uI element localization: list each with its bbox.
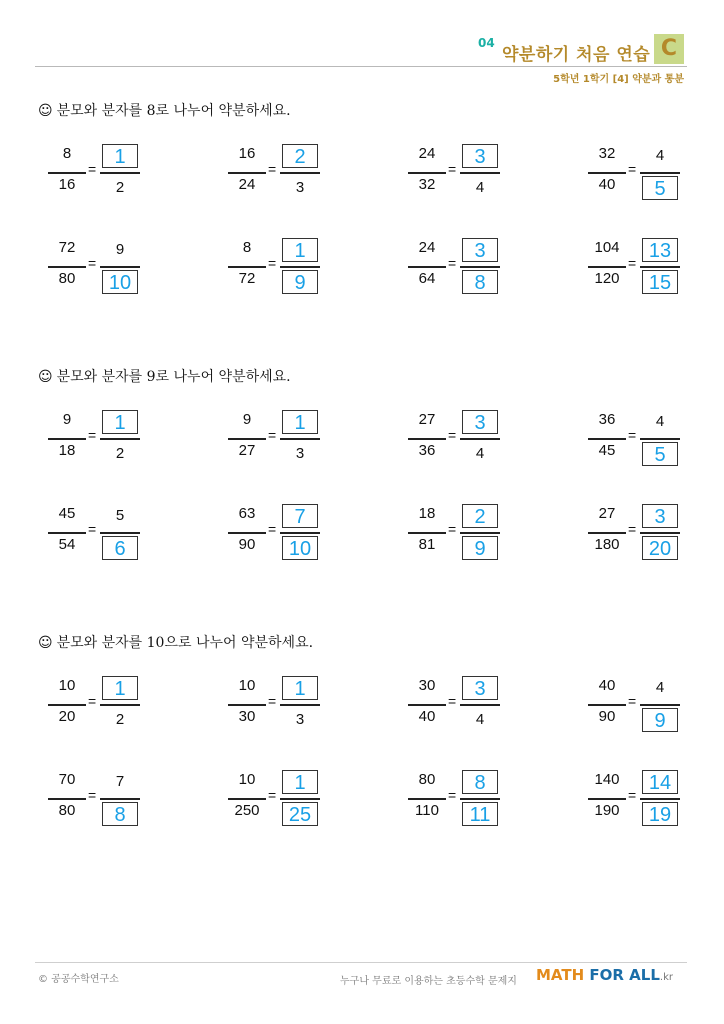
- fraction-bar: [228, 172, 266, 174]
- given-fraction: [408, 674, 446, 736]
- equals-sign: =: [448, 521, 457, 537]
- fraction-bar: [48, 704, 86, 706]
- answer-fraction: [460, 768, 500, 830]
- smiley-icon: ☺: [38, 635, 53, 651]
- answer-denominator-box[interactable]: 10: [102, 270, 138, 294]
- footer-copyright: © 공공수학연구소: [38, 974, 119, 985]
- denominator: 81: [418, 536, 436, 553]
- denominator: 40: [598, 176, 616, 193]
- fraction-bar: [408, 532, 446, 534]
- answer-numerator-box[interactable]: 3: [462, 676, 498, 700]
- answer-fraction: [100, 142, 140, 204]
- footer-divider: [35, 962, 687, 963]
- answer-fraction: [640, 142, 680, 204]
- answer-numerator-box[interactable]: 1: [102, 410, 138, 434]
- given-fraction: [588, 674, 626, 736]
- fraction-bar: [588, 798, 626, 800]
- answer-numerator-box[interactable]: 7: [282, 504, 318, 528]
- answer-numerator: 4: [655, 679, 665, 696]
- answer-denominator-box[interactable]: 19: [642, 802, 678, 826]
- given-fraction: [228, 408, 266, 470]
- equals-sign: =: [88, 521, 97, 537]
- fraction-bar: [100, 532, 140, 534]
- answer-numerator-box[interactable]: 1: [282, 238, 318, 262]
- fraction-bar: [640, 798, 680, 800]
- fraction-bar: [48, 266, 86, 268]
- answer-numerator: 4: [655, 413, 665, 430]
- given-fraction: [588, 502, 626, 564]
- given-fraction: [588, 768, 626, 830]
- answer-numerator-box[interactable]: 14: [642, 770, 678, 794]
- answer-fraction: [460, 142, 500, 204]
- answer-denominator: 4: [475, 179, 485, 196]
- equals-sign: =: [268, 787, 277, 803]
- fraction-bar: [460, 798, 500, 800]
- answer-denominator-box[interactable]: 8: [462, 270, 498, 294]
- denominator: 16: [58, 176, 76, 193]
- numerator: 63: [238, 505, 256, 522]
- level-badge: C: [654, 34, 684, 64]
- fraction-bar: [228, 438, 266, 440]
- numerator: 27: [418, 411, 436, 428]
- fraction-problem: [408, 674, 518, 736]
- answer-fraction: [640, 502, 680, 564]
- fraction-bar: [100, 704, 140, 706]
- numerator: 24: [418, 145, 436, 162]
- denominator: 120: [594, 270, 620, 287]
- numerator: 10: [238, 677, 256, 694]
- answer-fraction: [640, 236, 680, 298]
- answer-numerator-box[interactable]: 3: [462, 410, 498, 434]
- fraction-problem: [48, 236, 158, 298]
- denominator: 40: [418, 708, 436, 725]
- instruction-text: 분모와 분자를 10으로 나누어 약분하세요.: [56, 635, 314, 651]
- answer-fraction: [100, 502, 140, 564]
- given-fraction: [228, 674, 266, 736]
- equals-sign: =: [88, 787, 97, 803]
- logo-forall: FOR ALL: [584, 966, 660, 984]
- fraction-bar: [100, 798, 140, 800]
- denominator: 90: [598, 708, 616, 725]
- fraction-problem: [408, 408, 518, 470]
- answer-denominator-box[interactable]: 9: [642, 708, 678, 732]
- answer-numerator-box[interactable]: 8: [462, 770, 498, 794]
- given-fraction: [408, 142, 446, 204]
- fraction-bar: [640, 532, 680, 534]
- denominator: 30: [238, 708, 256, 725]
- numerator: 16: [238, 145, 256, 162]
- given-fraction: [588, 236, 626, 298]
- fraction-bar: [640, 704, 680, 706]
- smiley-icon: ☺: [38, 103, 53, 119]
- equals-sign: =: [628, 255, 637, 271]
- fraction-bar: [228, 532, 266, 534]
- fraction-bar: [460, 532, 500, 534]
- fraction-bar: [48, 172, 86, 174]
- numerator: 30: [418, 677, 436, 694]
- fraction-bar: [100, 438, 140, 440]
- fraction-bar: [640, 438, 680, 440]
- equals-sign: =: [268, 521, 277, 537]
- fraction-problem: [408, 502, 518, 564]
- fraction-problem: [228, 768, 338, 830]
- fraction-bar: [588, 532, 626, 534]
- fraction-bar: [460, 704, 500, 706]
- answer-denominator-box[interactable]: 15: [642, 270, 678, 294]
- denominator: 54: [58, 536, 76, 553]
- denominator: 64: [418, 270, 436, 287]
- fraction-bar: [228, 798, 266, 800]
- fraction-problem: [228, 502, 338, 564]
- answer-fraction: [640, 408, 680, 470]
- fraction-bar: [280, 532, 320, 534]
- numerator: 140: [594, 771, 620, 788]
- denominator: 90: [238, 536, 256, 553]
- fraction-bar: [588, 438, 626, 440]
- instruction-text: 분모와 분자를 9로 나누어 약분하세요.: [56, 369, 291, 385]
- numerator: 104: [594, 239, 620, 256]
- equals-sign: =: [628, 161, 637, 177]
- fraction-problem: [48, 408, 158, 470]
- fraction-bar: [408, 172, 446, 174]
- numerator: 72: [58, 239, 76, 256]
- given-fraction: [48, 502, 86, 564]
- header-divider: [35, 66, 687, 67]
- fraction-problem: [228, 674, 338, 736]
- denominator: 18: [58, 442, 76, 459]
- answer-denominator-box[interactable]: 8: [102, 802, 138, 826]
- given-fraction: [228, 142, 266, 204]
- equals-sign: =: [88, 427, 97, 443]
- denominator: 45: [598, 442, 616, 459]
- answer-numerator: 4: [655, 147, 665, 164]
- fraction-problem: [408, 236, 518, 298]
- answer-denominator-box[interactable]: 10: [282, 536, 318, 560]
- instruction: [38, 100, 291, 120]
- answer-denominator: 2: [115, 179, 125, 196]
- fraction-bar: [460, 438, 500, 440]
- answer-numerator: 9: [115, 241, 125, 258]
- equals-sign: =: [448, 161, 457, 177]
- answer-fraction: [100, 408, 140, 470]
- fraction-bar: [280, 798, 320, 800]
- numerator: 70: [58, 771, 76, 788]
- instruction: [38, 632, 313, 652]
- fraction-problem: [48, 768, 158, 830]
- fraction-problem: [228, 142, 338, 204]
- answer-fraction: [280, 236, 320, 298]
- worksheet-number: 04: [478, 36, 495, 50]
- given-fraction: [588, 408, 626, 470]
- equals-sign: =: [448, 787, 457, 803]
- equals-sign: =: [448, 255, 457, 271]
- fraction-bar: [640, 172, 680, 174]
- equals-sign: =: [268, 427, 277, 443]
- given-fraction: [48, 142, 86, 204]
- equals-sign: =: [268, 161, 277, 177]
- given-fraction: [48, 408, 86, 470]
- fraction-problem: [588, 768, 698, 830]
- answer-fraction: [640, 768, 680, 830]
- answer-fraction: [460, 408, 500, 470]
- numerator: 24: [418, 239, 436, 256]
- answer-denominator-box[interactable]: 20: [642, 536, 678, 560]
- numerator: 27: [598, 505, 616, 522]
- fraction-problem: [228, 408, 338, 470]
- denominator: 110: [415, 802, 439, 819]
- answer-numerator-box[interactable]: 2: [462, 504, 498, 528]
- answer-numerator-box[interactable]: 1: [102, 144, 138, 168]
- numerator: 80: [418, 771, 436, 788]
- fraction-bar: [408, 704, 446, 706]
- denominator: 20: [58, 708, 76, 725]
- equals-sign: =: [268, 693, 277, 709]
- fraction-bar: [408, 266, 446, 268]
- numerator: 36: [598, 411, 616, 428]
- answer-denominator: 3: [295, 711, 305, 728]
- answer-fraction: [280, 502, 320, 564]
- denominator: 250: [234, 802, 260, 819]
- denominator: 190: [594, 802, 620, 819]
- answer-denominator: 3: [295, 445, 305, 462]
- answer-fraction: [280, 674, 320, 736]
- equals-sign: =: [448, 427, 457, 443]
- numerator: 18: [418, 505, 436, 522]
- given-fraction: [408, 768, 446, 830]
- fraction-bar: [48, 798, 86, 800]
- fraction-problem: [48, 502, 158, 564]
- answer-fraction: [460, 236, 500, 298]
- given-fraction: [408, 502, 446, 564]
- answer-denominator-box[interactable]: 9: [462, 536, 498, 560]
- logo-math: MATH: [536, 966, 585, 984]
- equals-sign: =: [268, 255, 277, 271]
- denominator: 36: [418, 442, 436, 459]
- numerator: 40: [598, 677, 616, 694]
- denominator: 180: [594, 536, 620, 553]
- fraction-bar: [280, 704, 320, 706]
- fraction-problem: [228, 236, 338, 298]
- fraction-problem: [588, 674, 698, 736]
- answer-fraction: [100, 236, 140, 298]
- footer-logo: [536, 966, 673, 984]
- fraction-bar: [100, 266, 140, 268]
- answer-numerator: 7: [115, 773, 125, 790]
- denominator: 32: [418, 176, 436, 193]
- answer-numerator-box[interactable]: 1: [282, 676, 318, 700]
- fraction-bar: [408, 798, 446, 800]
- logo-kr: .kr: [659, 972, 673, 983]
- answer-numerator-box[interactable]: 3: [642, 504, 678, 528]
- fraction-bar: [588, 704, 626, 706]
- answer-numerator-box[interactable]: 1: [282, 770, 318, 794]
- answer-numerator-box[interactable]: 1: [102, 676, 138, 700]
- fraction-bar: [228, 704, 266, 706]
- given-fraction: [48, 674, 86, 736]
- instruction-text: 분모와 분자를 8로 나누어 약분하세요.: [56, 103, 291, 119]
- fraction-bar: [100, 172, 140, 174]
- answer-denominator-box[interactable]: 11: [462, 802, 498, 826]
- answer-fraction: [100, 768, 140, 830]
- fraction-problem: [408, 142, 518, 204]
- fraction-bar: [640, 266, 680, 268]
- fraction-bar: [280, 438, 320, 440]
- answer-numerator: 5: [115, 507, 125, 524]
- fraction-problem: [588, 142, 698, 204]
- instruction: [38, 366, 291, 386]
- numerator: 10: [238, 771, 256, 788]
- smiley-icon: ☺: [38, 369, 53, 385]
- fraction-bar: [48, 532, 86, 534]
- fraction-bar: [588, 172, 626, 174]
- denominator: 80: [58, 802, 76, 819]
- denominator: 80: [58, 270, 76, 287]
- answer-fraction: [280, 142, 320, 204]
- fraction-bar: [48, 438, 86, 440]
- fraction-bar: [408, 438, 446, 440]
- given-fraction: [408, 236, 446, 298]
- answer-fraction: [460, 502, 500, 564]
- fraction-bar: [460, 266, 500, 268]
- answer-denominator: 4: [475, 711, 485, 728]
- answer-fraction: [640, 674, 680, 736]
- numerator: 9: [62, 411, 72, 428]
- fraction-bar: [228, 266, 266, 268]
- answer-denominator-box[interactable]: 5: [642, 442, 678, 466]
- answer-denominator: 4: [475, 445, 485, 462]
- answer-denominator-box[interactable]: 5: [642, 176, 678, 200]
- fraction-problem: [588, 408, 698, 470]
- fraction-bar: [280, 266, 320, 268]
- equals-sign: =: [628, 427, 637, 443]
- given-fraction: [228, 236, 266, 298]
- equals-sign: =: [628, 787, 637, 803]
- numerator: 45: [58, 505, 76, 522]
- denominator: 27: [238, 442, 256, 459]
- fraction-problem: [48, 142, 158, 204]
- answer-numerator-box[interactable]: 3: [462, 144, 498, 168]
- answer-denominator-box[interactable]: 6: [102, 536, 138, 560]
- answer-denominator-box[interactable]: 9: [282, 270, 318, 294]
- answer-numerator-box[interactable]: 1: [282, 410, 318, 434]
- equals-sign: =: [448, 693, 457, 709]
- page-header: [0, 0, 724, 100]
- given-fraction: [228, 502, 266, 564]
- equals-sign: =: [88, 161, 97, 177]
- equals-sign: =: [88, 693, 97, 709]
- answer-denominator: 2: [115, 711, 125, 728]
- numerator: 32: [598, 145, 616, 162]
- fraction-problem: [588, 236, 698, 298]
- answer-fraction: [280, 408, 320, 470]
- numerator: 8: [242, 239, 252, 256]
- given-fraction: [588, 142, 626, 204]
- fraction-bar: [588, 266, 626, 268]
- numerator: 9: [242, 411, 252, 428]
- equals-sign: =: [88, 255, 97, 271]
- numerator: 10: [58, 677, 76, 694]
- worksheet-title: 약분하기 처음 연습: [502, 45, 651, 65]
- footer-tagline: 누구나 무료로 이용하는 초등수학 문제지: [340, 976, 517, 987]
- denominator: 72: [238, 270, 256, 287]
- equals-sign: =: [628, 521, 637, 537]
- fraction-bar: [280, 172, 320, 174]
- numerator: 8: [62, 145, 72, 162]
- answer-fraction: [100, 674, 140, 736]
- given-fraction: [408, 408, 446, 470]
- fraction-problem: [588, 502, 698, 564]
- answer-denominator: 3: [295, 179, 305, 196]
- fraction-bar: [460, 172, 500, 174]
- fraction-problem: [48, 674, 158, 736]
- answer-fraction: [280, 768, 320, 830]
- answer-denominator-box[interactable]: 25: [282, 802, 318, 826]
- given-fraction: [48, 768, 86, 830]
- given-fraction: [48, 236, 86, 298]
- equals-sign: =: [628, 693, 637, 709]
- answer-numerator-box[interactable]: 13: [642, 238, 678, 262]
- answer-numerator-box[interactable]: 2: [282, 144, 318, 168]
- denominator: 24: [238, 176, 256, 193]
- given-fraction: [228, 768, 266, 830]
- answer-numerator-box[interactable]: 3: [462, 238, 498, 262]
- worksheet-subtitle: 5학년 1학기 [4] 약분과 통분: [553, 74, 684, 85]
- fraction-problem: [408, 768, 518, 830]
- answer-fraction: [460, 674, 500, 736]
- answer-denominator: 2: [115, 445, 125, 462]
